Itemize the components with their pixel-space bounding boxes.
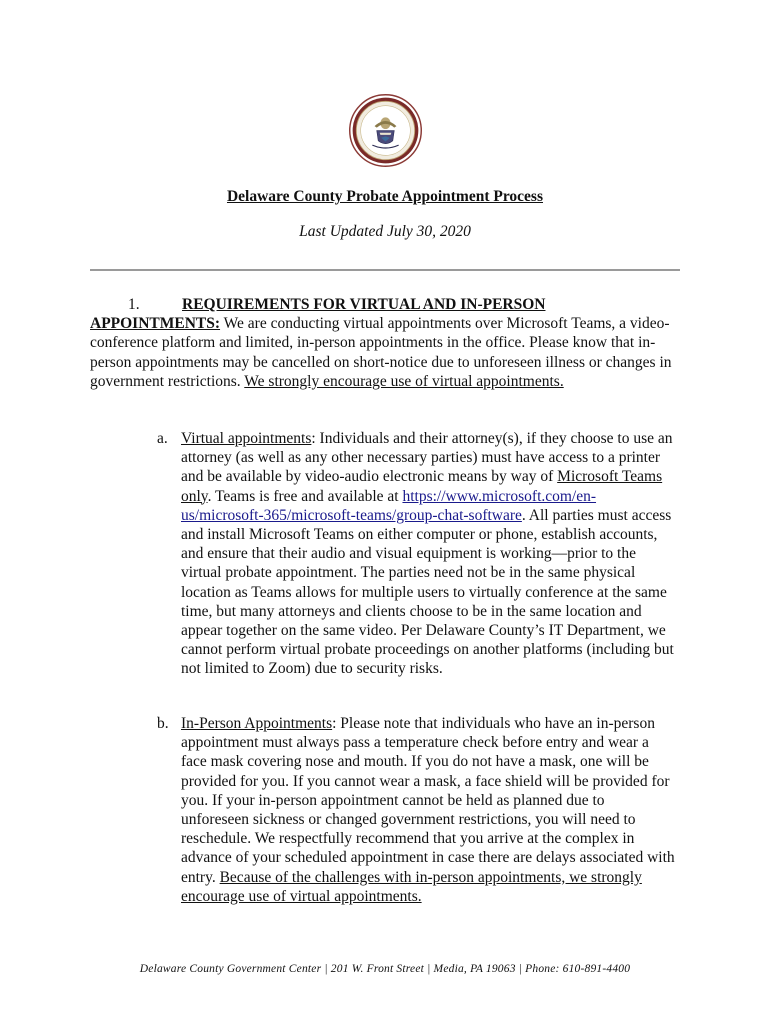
section-1 — [90, 295, 682, 391]
item-text: . All parties must access and install Microsoft Teams on either computer or phone, establish accounts, and ensure that their audio and visual equipment is working—prior to the virtual probate appointment. The parties need not be in the same physical location as Teams allows for multiple users to virtually conference at the same time, but many attorneys and clients choose to be in the same location and appear together on the same video. Per Delaware County’s IT Department, we cannot perform virtual probate proceedings on another platforms (including but not limited to Zoom) due to security risks. — [181, 506, 674, 678]
document-title: Delaware County Probate Appointment Process — [226, 188, 543, 205]
county-seal-icon — [349, 94, 422, 167]
list-marker: a. — [157, 430, 168, 447]
section-heading-continued: APPOINTMENTS: — [90, 315, 221, 333]
teams-only-text: Microsoft Teams only — [181, 468, 663, 505]
microsoft-teams-link[interactable]: https://www.microsoft.com/en-us/microsoft-365/microsoft-teams/group-chat-software — [181, 487, 597, 524]
section-1-paragraph — [90, 295, 682, 391]
item-text: . Teams is free and available at — [207, 487, 403, 505]
list-item-virtual-appointments — [157, 429, 676, 679]
item-text: : Please note that individuals who have an in-person appointment must always pass a temperature check before entry and wear a face mask covering nose and mouth. If you do not have a mask, one will be provided for you. If you cannot wear a mask, a face shield will be provided for you. If your in-person appointment cannot be held as planned due to unforeseen sickness or changed government restrictions, you will need to reschedule. We respectfully recommend that you arrive at the complex in advance of your scheduled appointment in case there are delays associated with entry. — [181, 715, 675, 886]
section-number: 1. — [128, 296, 140, 313]
page-footer: Delaware County Government Center | 201 W. Front Street | Media, PA 19063 | Phone: 610-891-4400 — [139, 963, 631, 975]
item-emphasis: Because of the challenges with in-person appointments, we strongly encourage use of virtual appointments. — [181, 868, 642, 905]
item-label: In-Person Appointments — [181, 715, 333, 732]
list-item-text — [181, 429, 676, 679]
item-label: Virtual appointments — [181, 430, 312, 447]
list-item-in-person-appointments — [157, 714, 676, 906]
horizontal-divider — [90, 269, 680, 271]
section-body: We are conducting virtual appointments over Microsoft Teams, a video-conference platform and limited, in-person appointments in the office. Please know that in-person appointments may be cancelled on short-notice due to unforeseen illness or changes in government restrictions. — [90, 315, 672, 390]
section-emphasis: We strongly encourage use of virtual appointments. — [244, 372, 564, 390]
section-heading: REQUIREMENTS FOR VIRTUAL AND IN-PERSON — [182, 296, 546, 313]
list-marker: b. — [157, 715, 169, 732]
list-item-text — [181, 714, 676, 906]
item-text: : Individuals and their attorney(s), if they choose to use an attorney (as well as any other necessary parties) must have access to a printer and be available by video-audio electronic means by way of — [181, 430, 673, 486]
last-updated-date: Last Updated July 30, 2020 — [299, 223, 471, 240]
